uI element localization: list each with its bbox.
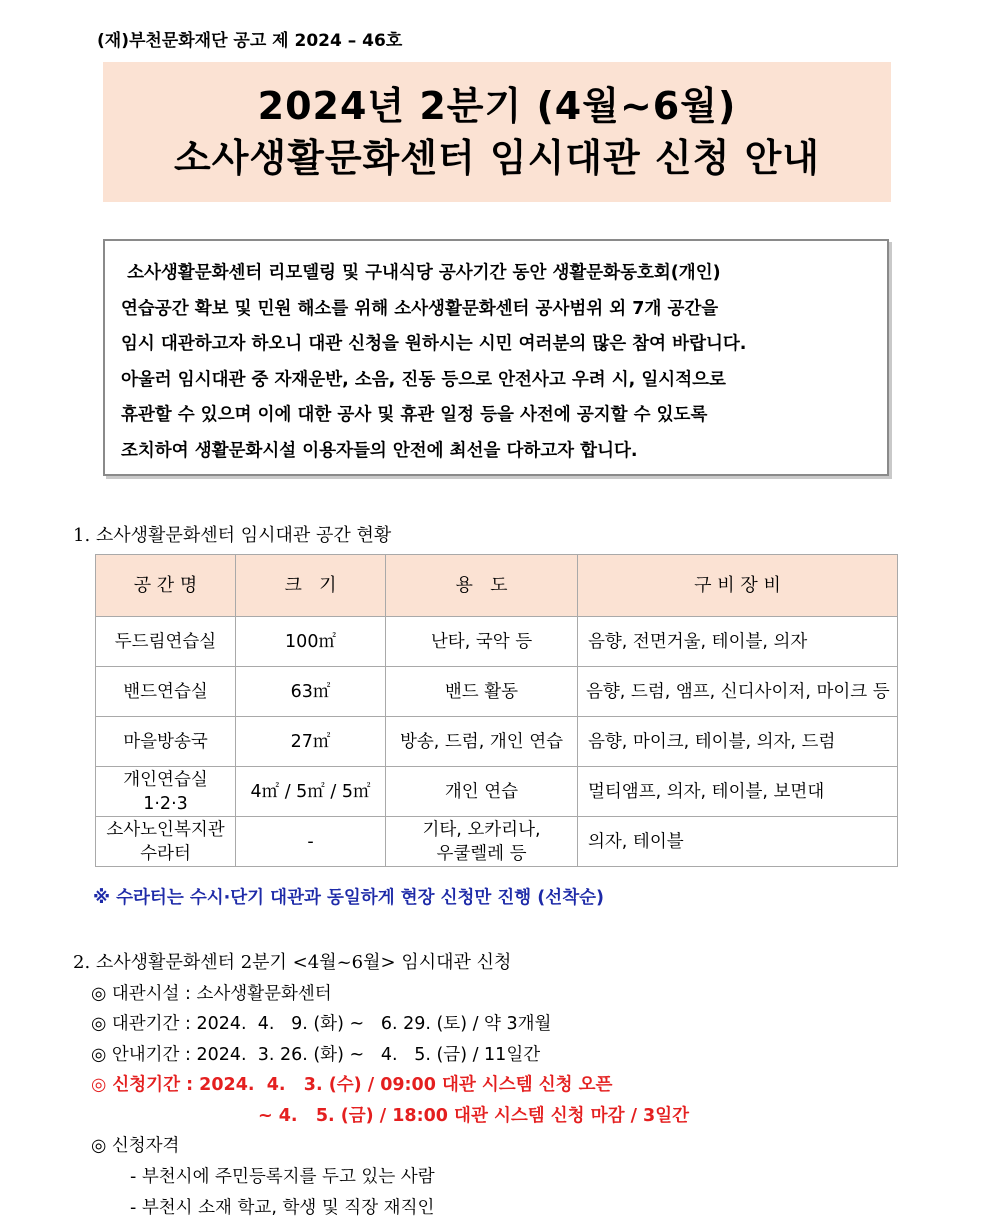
facility-line: ◎ 대관시설 : 소사생활문화센터: [91, 984, 332, 1004]
cell-size: 63㎡: [236, 667, 386, 717]
intro-line: 연습공간 확보 및 민원 해소를 위해 소사생활문화센터 공사범위 외 7개 공간을: [121, 298, 719, 319]
cell-equipment: 멀티앰프, 의자, 테이블, 보면대: [578, 767, 898, 817]
section2-heading: 2. 소사생활문화센터 2분기 <4월~6월> 임시대관 신청: [73, 952, 512, 973]
cell-name: [96, 767, 236, 817]
intro-line: 소사생활문화센터 리모델링 및 구내식당 공사기간 동안 생활문화동호회(개인): [121, 263, 721, 283]
section1-heading: 1. 소사생활문화센터 임시대관 공간 현황: [73, 525, 392, 546]
cell-use-line: 기타, 오카리나,: [422, 819, 541, 840]
cell-name: 두드림연습실: [96, 617, 236, 667]
header-name: 공 간 명: [96, 555, 236, 617]
rental-period-line: ◎ 대관기간 : 2024. 4. 9. (화) ~ 6. 29. (토) / 약 3개월: [91, 1014, 552, 1034]
intro-box: [103, 239, 889, 476]
table-row: [96, 667, 898, 717]
cell-use: 방송, 드럼, 개인 연습: [386, 717, 578, 767]
cell-name: [96, 817, 236, 867]
notice-number: (재)부천문화재단 공고 제 2024 – 46호: [97, 31, 403, 51]
header-equipment: 구 비 장 비: [578, 555, 898, 617]
intro-line: 휴관할 수 있으며 이에 대한 공사 및 휴관 일정 등을 사전에 공지할 수 있도록: [121, 405, 708, 425]
cell-use: 난타, 국악 등: [386, 617, 578, 667]
cell-name: 마을방송국: [96, 717, 236, 767]
cell-use: [386, 817, 578, 867]
cell-use: 밴드 활동: [386, 667, 578, 717]
table-row: [96, 767, 898, 817]
apply-period-line-2: ~ 4. 5. (금) / 18:00 대관 시스템 신청 마감 / 3일간: [258, 1106, 690, 1126]
eligibility-heading: ◎ 신청자격: [91, 1136, 180, 1156]
cell-equipment: 음향, 드럼, 앰프, 신디사이저, 마이크 등: [578, 667, 898, 717]
intro-line: 임시 대관하고자 하오니 대관 신청을 원하시는 시민 여러분의 많은 참여 바랍니다.: [121, 334, 747, 354]
cell-size: 27㎡: [236, 717, 386, 767]
cell-size: 100㎡: [236, 617, 386, 667]
table-row: [96, 717, 898, 767]
table-row: [96, 817, 898, 867]
cell-use: 개인 연습: [386, 767, 578, 817]
eligibility-item: - 부천시에 주민등록지를 두고 있는 사람: [130, 1167, 435, 1187]
title-banner: [103, 62, 891, 202]
cell-size: -: [236, 817, 386, 867]
cell-name-line: 수라터: [140, 843, 191, 864]
table-row: [96, 617, 898, 667]
header-size: 크 기: [236, 555, 386, 617]
intro-line: 아울러 임시대관 중 자재운반, 소음, 진동 등으로 안전사고 우려 시, 일시적으로: [121, 369, 726, 390]
cell-name: 밴드연습실: [96, 667, 236, 717]
header-use: 용 도: [386, 555, 578, 617]
cell-size: 4㎡ / 5㎡ / 5㎡: [236, 767, 386, 817]
cell-use-line: 우쿨렐레 등: [436, 843, 527, 864]
cell-name-line: 개인연습실: [123, 769, 208, 790]
surate-note: ※ 수라터는 수시·단기 대관과 동일하게 현장 신청만 진행 (선착순): [93, 888, 605, 908]
intro-line: 조치하여 생활문화시설 이용자들의 안전에 최선을 다하고자 합니다.: [121, 440, 638, 461]
title-line-1: 2024년 2분기 (4월~6월): [257, 84, 737, 128]
cell-equipment: 의자, 테이블: [578, 817, 898, 867]
notice-period-line: ◎ 안내기간 : 2024. 3. 26. (화) ~ 4. 5. (금) / 11일간: [91, 1045, 541, 1065]
table-header-row: [96, 555, 898, 617]
cell-equipment: 음향, 전면거울, 테이블, 의자: [578, 617, 898, 667]
cell-name-line: 소사노인복지관: [106, 819, 225, 840]
apply-period-line-1: ◎ 신청기간 : 2024. 4. 3. (수) / 09:00 대관 시스템 신청 오픈: [91, 1075, 613, 1095]
facility-table: [95, 554, 898, 867]
eligibility-item: - 부천시 소재 학교, 학생 및 직장 재직인: [130, 1198, 435, 1218]
cell-name-line: 1·2·3: [143, 793, 188, 814]
title-line-2: 소사생활문화센터 임시대관 신청 안내: [173, 136, 821, 180]
cell-equipment: 음향, 마이크, 테이블, 의자, 드럼: [578, 717, 898, 767]
